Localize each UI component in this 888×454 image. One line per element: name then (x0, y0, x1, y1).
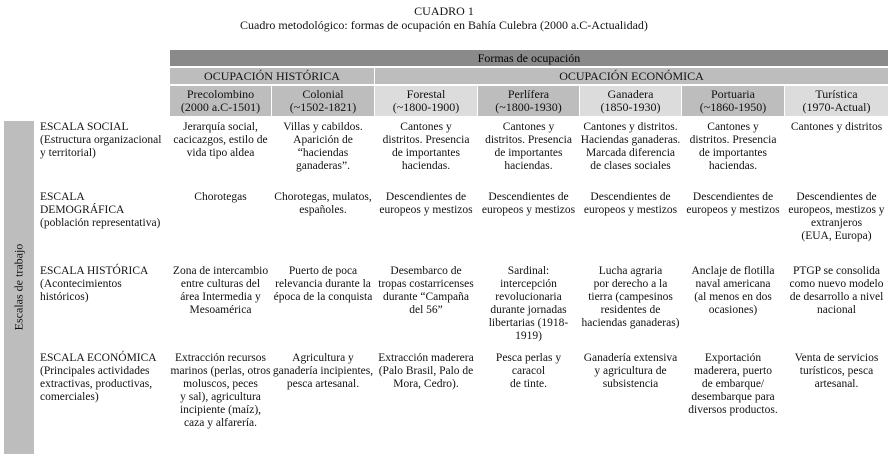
text-line: Sardinal: intercepción (500, 265, 557, 290)
text-line: de clases sociales (590, 160, 671, 172)
column-period: (~1502-1821) (289, 100, 357, 114)
table-title: Cuadro metodológico: formas de ocupación en Bahía Culebra (2000 a.C-Actualidad) (240, 18, 648, 32)
text-line: subsistencia (602, 378, 659, 390)
column-header (478, 86, 579, 116)
side-label-escalas (4, 121, 34, 454)
text-line: marinos (perlas, otros (170, 365, 271, 377)
table-cell (580, 191, 681, 217)
text-line: históricos) (40, 291, 89, 303)
text-line: incipiente (maíz), (179, 404, 262, 416)
text-line: PTGP se consolida (792, 265, 881, 277)
text-line: Cantones y distritos. (583, 121, 678, 133)
text-line: 1919) (515, 330, 542, 342)
text-line: Ganadería extensiva (583, 352, 678, 364)
table-cell (478, 191, 579, 217)
column-header (272, 86, 374, 116)
text-line: vida tipo aldea (186, 147, 255, 159)
table-cell (272, 121, 374, 173)
text-line: Jerarquía social, (183, 121, 258, 133)
text-line: de tinte. (509, 378, 548, 390)
table-cell (785, 191, 888, 243)
row-label (40, 265, 164, 304)
text-line: (Estructura organizacional (40, 134, 162, 146)
text-line: Agricultura y (292, 352, 354, 364)
text-line: Puerto de poca (288, 265, 358, 277)
text-line: españoles. (299, 204, 347, 216)
column-header (785, 86, 888, 116)
text-line: de embarque/ (701, 378, 765, 390)
column-header (170, 86, 271, 116)
text-line: de desarrollo a nivel (789, 291, 884, 303)
text-line: europeos y mestizos (583, 204, 678, 216)
text-line: ESCALA ECONÓMICA (40, 352, 157, 364)
column-header (580, 86, 681, 116)
text-line: (población representativa) (40, 217, 161, 229)
column-name: Perlífera (507, 87, 550, 101)
text-line: Cantones y distritos (790, 121, 883, 133)
table-cell (272, 352, 374, 391)
text-line: Cantones y (400, 121, 452, 133)
text-line: Mora, Cedro). (393, 378, 459, 390)
side-label-text: Escalas de trabajo (11, 243, 26, 331)
text-line: desembarque para (691, 391, 775, 403)
text-line: entre culturas del (180, 278, 261, 290)
text-line: cacicazgos, estilo de (173, 134, 268, 146)
header-formas-de-ocupacion: Formas de ocupación (170, 50, 888, 66)
table-cell (170, 121, 271, 160)
table-number: CUADRO 1 (414, 4, 474, 18)
text-line: (al menos en dos (694, 291, 772, 303)
text-line: caza y alfarería. (183, 417, 258, 429)
text-line: (EUA, Europa) (801, 230, 872, 242)
table-cell (580, 352, 681, 391)
text-line: revolucionaria (495, 291, 562, 303)
text-line: y agricultura de (594, 365, 667, 377)
table-cell (785, 121, 888, 134)
text-line: Mesoamérica (189, 304, 252, 316)
table-cell (682, 191, 784, 217)
table-cell (580, 121, 681, 173)
table-cell (170, 352, 271, 430)
text-line: Marcada diferencia (585, 147, 676, 159)
text-line: Desembarco de (390, 265, 462, 277)
text-line: Haciendas ganaderas. (580, 134, 681, 146)
table-cell (375, 121, 477, 173)
column-period: (~1860-1950) (699, 100, 767, 114)
table-cell (272, 265, 374, 304)
text-line: europeos, mestizos y (788, 204, 885, 216)
text-line: época de la conquista (273, 291, 373, 303)
column-name: Colonial (302, 87, 344, 101)
table-cell (478, 265, 579, 343)
table-cell (375, 352, 477, 391)
text-line: nacional (817, 304, 856, 316)
text-line: y sal), agricultura (180, 391, 261, 403)
text-line: área Intermedia y (180, 291, 261, 303)
text-line: Cantones y (707, 121, 759, 133)
text-line: tierra (campesinos (588, 291, 673, 303)
table-cell (375, 191, 477, 217)
text-line: como nuevo modelo (789, 278, 884, 290)
text-line: (Acontecimientos (40, 278, 122, 290)
text-line: y territorial) (40, 147, 96, 159)
text-line: turísticos, pesca (799, 365, 874, 377)
text-line: distritos. Presencia (485, 134, 572, 146)
text-line: ESCALA HISTÓRICA (40, 265, 149, 277)
text-line: (Principales actividades (40, 365, 150, 377)
text-line: Descendientes de (796, 191, 877, 203)
text-line: ESCALA (40, 191, 85, 203)
text-line: DEMOGRÁFICA (40, 204, 125, 216)
text-line: haciendas. (504, 160, 553, 172)
header-ocupacion-historica: OCUPACIÓN HISTÓRICA (170, 68, 374, 84)
text-line: pesca artesanal. (286, 378, 360, 390)
column-name: Portuaria (710, 87, 755, 101)
table-cell (682, 265, 784, 317)
text-line: distritos. Presencia (689, 134, 777, 146)
text-line: extractivas, productivas, (40, 378, 153, 390)
column-period: (2000 a.C-1501) (180, 100, 261, 114)
row-label (40, 191, 164, 230)
text-line: de importantes (494, 147, 563, 159)
text-line: del 56” (409, 304, 443, 316)
text-line: Cantones y (502, 121, 555, 133)
table-cell (785, 265, 888, 317)
text-line: ESCALA SOCIAL (40, 121, 129, 133)
text-line: Anclaje de flotilla (691, 265, 775, 277)
text-line: naval americana (695, 278, 771, 290)
text-line: haciendas ganaderas) (581, 317, 680, 329)
text-line: “haciendas (297, 147, 349, 159)
text-line: tropas costarricenses (378, 278, 474, 290)
header-ocupacion-economica: OCUPACIÓN ECONÓMICA (375, 68, 888, 84)
column-name: Ganadera (607, 87, 654, 101)
table-cell (580, 265, 681, 330)
text-line: extranjeros (810, 217, 863, 229)
table-cell (375, 265, 477, 317)
text-line: ganaderas”. (296, 160, 350, 172)
text-line: Pesca perlas y caracol (495, 352, 562, 377)
text-line: Venta de servicios (794, 352, 879, 364)
table-cell (478, 121, 579, 173)
text-line: haciendas. (401, 160, 451, 172)
text-line: europeos y mestizos (686, 204, 780, 216)
text-line: libertarias (1918- (488, 317, 569, 329)
text-line: de importantes (391, 147, 461, 159)
table-cell (785, 352, 888, 391)
text-line: diversos productos. (688, 404, 778, 416)
text-line: Chorotegas, mulatos, (274, 191, 372, 203)
text-line: haciendas. (708, 160, 758, 172)
text-line: Descendientes de (488, 191, 569, 203)
text-line: Descendientes de (692, 191, 774, 203)
text-line: durante jornadas (490, 304, 567, 316)
text-line: maderera, puerto (694, 365, 772, 377)
text-line: Aparición de (293, 134, 353, 146)
column-period: (1970-Actual) (802, 100, 871, 114)
text-line: Lucha agraria (598, 265, 663, 277)
text-line: Villas y cabildos. (283, 121, 363, 133)
column-period: (~1800-1930) (495, 100, 562, 114)
text-line: Extracción recursos (174, 352, 266, 364)
table-cell (170, 191, 271, 204)
text-line: por derecho a la (593, 278, 668, 290)
column-name: Turística (815, 87, 858, 101)
text-line: Extracción maderera (378, 352, 474, 364)
column-period: (1850-1930) (600, 100, 661, 114)
text-line: artesanal. (814, 378, 859, 390)
text-line: residentes de (600, 304, 661, 316)
text-line: moluscos, peces (183, 378, 258, 390)
table-cell (272, 191, 374, 217)
text-line: Descendientes de (590, 191, 671, 203)
text-line: ganadería incipientes, (272, 365, 374, 377)
text-line: Exportación (704, 352, 762, 364)
text-line: distritos. Presencia (382, 134, 470, 146)
table-cell (170, 265, 271, 317)
column-header (375, 86, 477, 116)
column-header (682, 86, 784, 116)
table-cell (682, 121, 784, 173)
text-line: europeos y mestizos (379, 204, 473, 216)
column-name: Forestal (406, 87, 446, 101)
text-line: Chorotegas (194, 191, 247, 203)
text-line: comerciales) (40, 391, 99, 403)
text-line: Descendientes de (385, 191, 467, 203)
row-label (40, 352, 164, 404)
row-label (40, 121, 164, 160)
column-period: (~1800-1900) (392, 100, 460, 114)
text-line: de importantes (698, 147, 768, 159)
text-line: durante “Campaña (383, 291, 469, 303)
text-line: relevancia durante la (275, 278, 371, 290)
column-name: Precolombino (186, 87, 255, 101)
text-line: ocasiones) (708, 304, 758, 316)
text-line: Zona de intercambio (172, 265, 269, 277)
table-cell (682, 352, 784, 417)
table-cell (478, 352, 579, 391)
text-line: (Palo Brasil, Palo de (378, 365, 474, 377)
text-line: europeos y mestizos (481, 204, 576, 216)
